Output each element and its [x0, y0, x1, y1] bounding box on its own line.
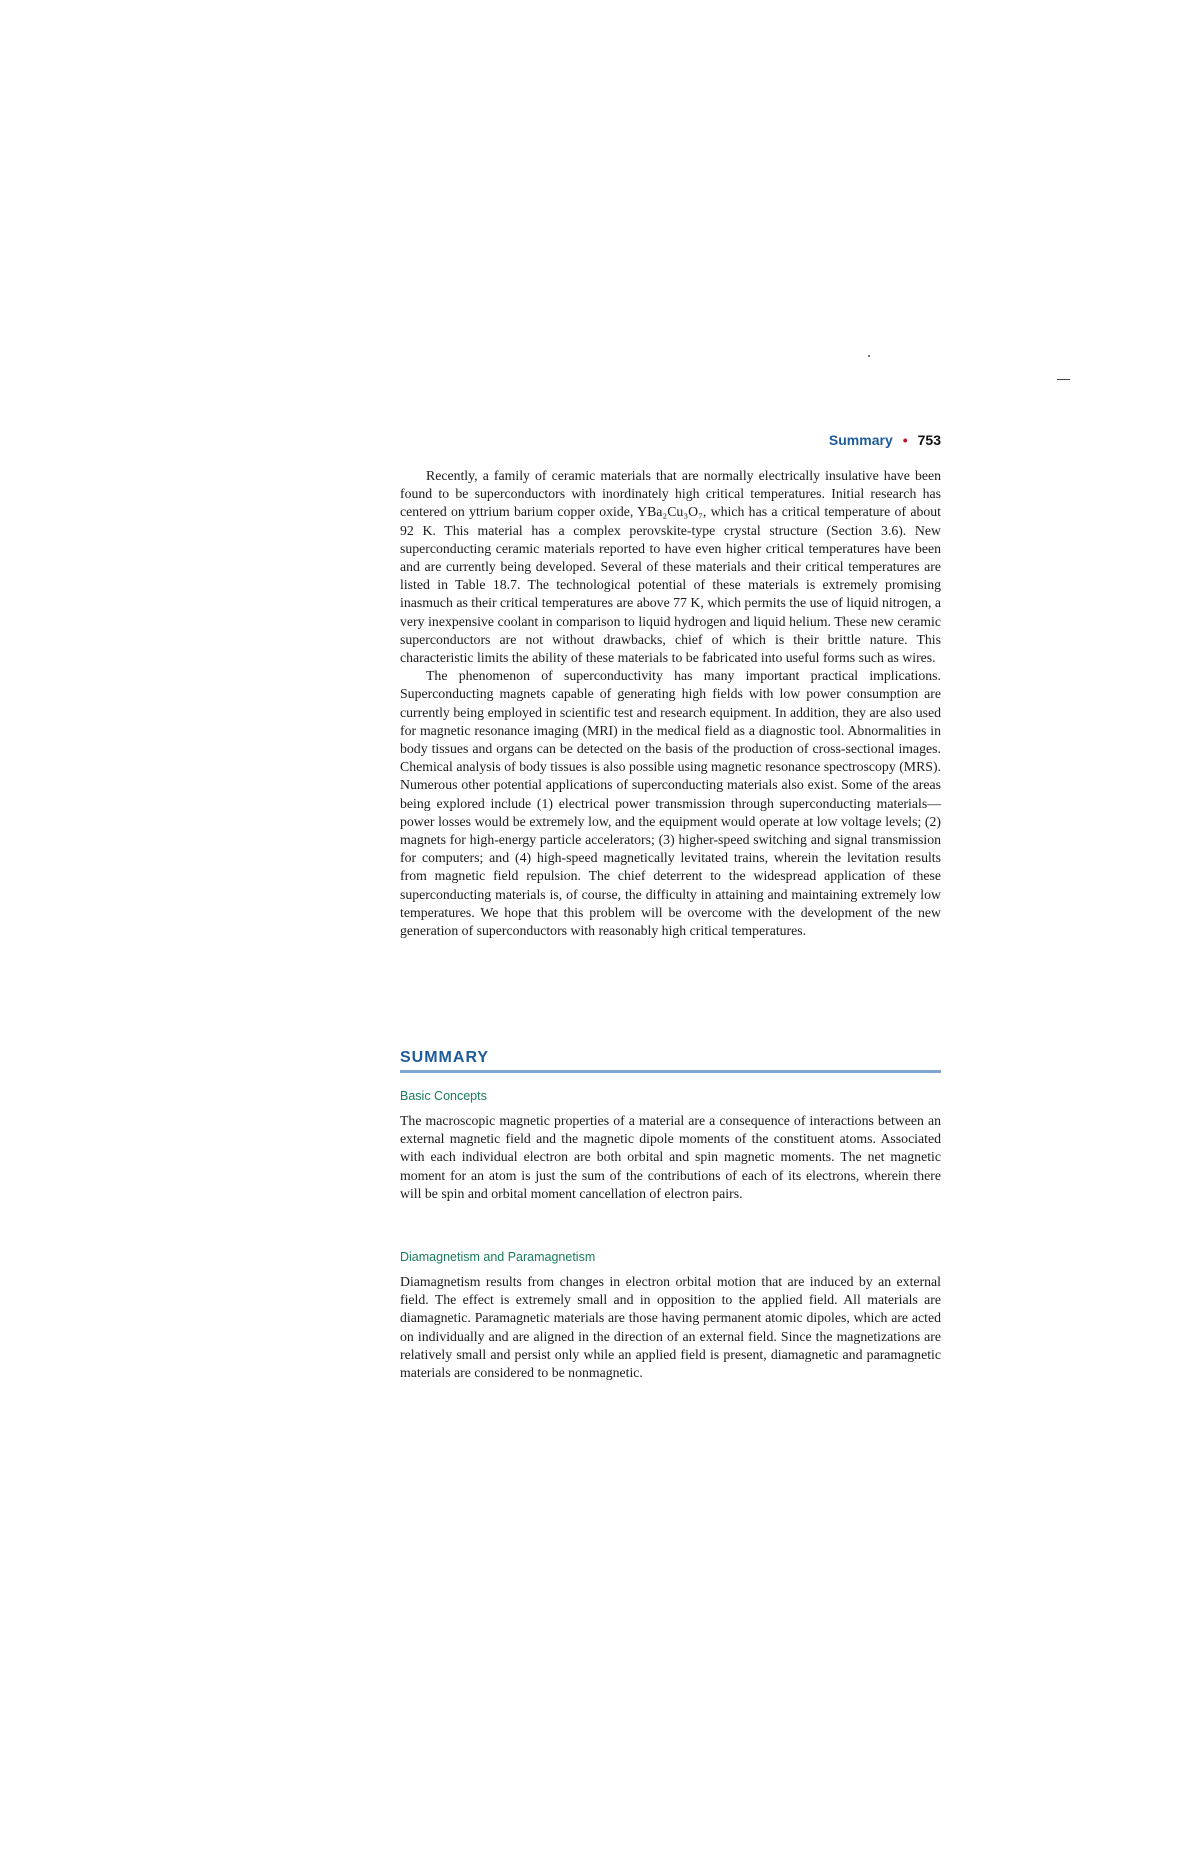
subheading-basic-concepts: Basic Concepts: [400, 1089, 487, 1103]
body-paragraph-superconductivity-applications: The phenomenon of superconductivity has many important practical implications. Superconducting magnets capable of generating high fields with low power consumption are currently being employed in scientific test and research equipment. In addition, they are also used for magnetic resonance imaging (MRI) in the medical field as a diagnostic tool. Abnormalities in body tissues and organs can be detected on the basis of the production of cross-sectional images. Chemical analysis of body tissues is also possible using magnetic resonance spectroscopy (MRS). Numerous other potential applications of superconducting materials also exist. Some of the areas being explored include (1) electrical power transmission through superconducting materials—power losses would be extremely low, and the equipment would operate at low voltage levels; (2) magnets for high-energy particle accelerators; (3) higher-speed switching and signal transmission for computers; and (4) high-speed magnetically levitated trains, wherein the levitation results from magnetic field repulsion. The chief deterrent to the widespread application of these superconducting materials is, of course, the difficulty in attaining and maintaining extremely low temperatures. We hope that this problem will be overcome with the development of the new generation of superconductors with reasonably high critical temperatures.: [400, 668, 941, 939]
running-header: [400, 430, 941, 450]
summary-heading: SUMMARY: [400, 1049, 490, 1066]
page-speck-mark: [868, 355, 870, 357]
summary-section-diamagnetism-paramagnetism: [400, 1273, 941, 1382]
summary-paragraph-diamagnetism-paramagnetism: Diamagnetism results from changes in electron orbital motion that are induced by an external field. The effect is extremely small and in opposition to the applied field. All materials are diamagnetic. Paramagnetic materials are those having permanent atomic dipoles, which are acted on individually and are aligned in the direction of an external field. Since the magnetizations are relatively small and persist only while an applied field is present, diamagnetic and paramagnetic materials are considered to be nonmagnetic.: [400, 1274, 941, 1381]
summary-paragraph-basic-concepts: The macroscopic magnetic properties of a material are a consequence of interactions between an external magnetic field and the magnetic dipole moments of the constituent atoms. Associated with each individual electron are both orbital and spin magnetic moments. The net magnetic moment for an atom is just the sum of the contributions of each of its electrons, wherein there will be spin and orbital moment cancellation of electron pairs.: [400, 1113, 941, 1201]
summary-section-basic-concepts: [400, 1112, 941, 1203]
running-header-section: Summary: [828, 432, 893, 448]
page-number: 753: [917, 432, 941, 448]
summary-heading-rule: [400, 1070, 941, 1073]
subheading-diamagnetism-paramagnetism: Diamagnetism and Paramagnetism: [400, 1250, 596, 1264]
body-text-column: [400, 467, 941, 940]
body-paragraph-superconducting-ceramics: Recently, a family of ceramic materials that are normally electrically insulative have been found to be superconductors with inordinately high critical temperatures. Initial research has centered on yttrium barium copper oxide, YBa₂Cu₃O₇, which has a critical temperature of about 92 K. This material has a complex perovskite-type crystal structure (Section 3.6). New superconducting ceramic materials reported to have even higher critical temperatures have been and are currently being developed. Several of these materials and their critical temperatures are listed in Table 18.7. The technological potential of these materials is extremely promising inasmuch as their critical temperatures are above 77 K, which permits the use of liquid nitrogen, a very inexpensive coolant in comparison to liquid hydrogen and liquid helium. These new ceramic superconductors are not without drawbacks, chief of which is their brittle nature. This characteristic limits the ability of these materials to be fabricated into useful forms such as wires.: [400, 468, 941, 666]
page-edge-mark: [1057, 379, 1070, 380]
running-header-bullet: •: [902, 432, 908, 448]
